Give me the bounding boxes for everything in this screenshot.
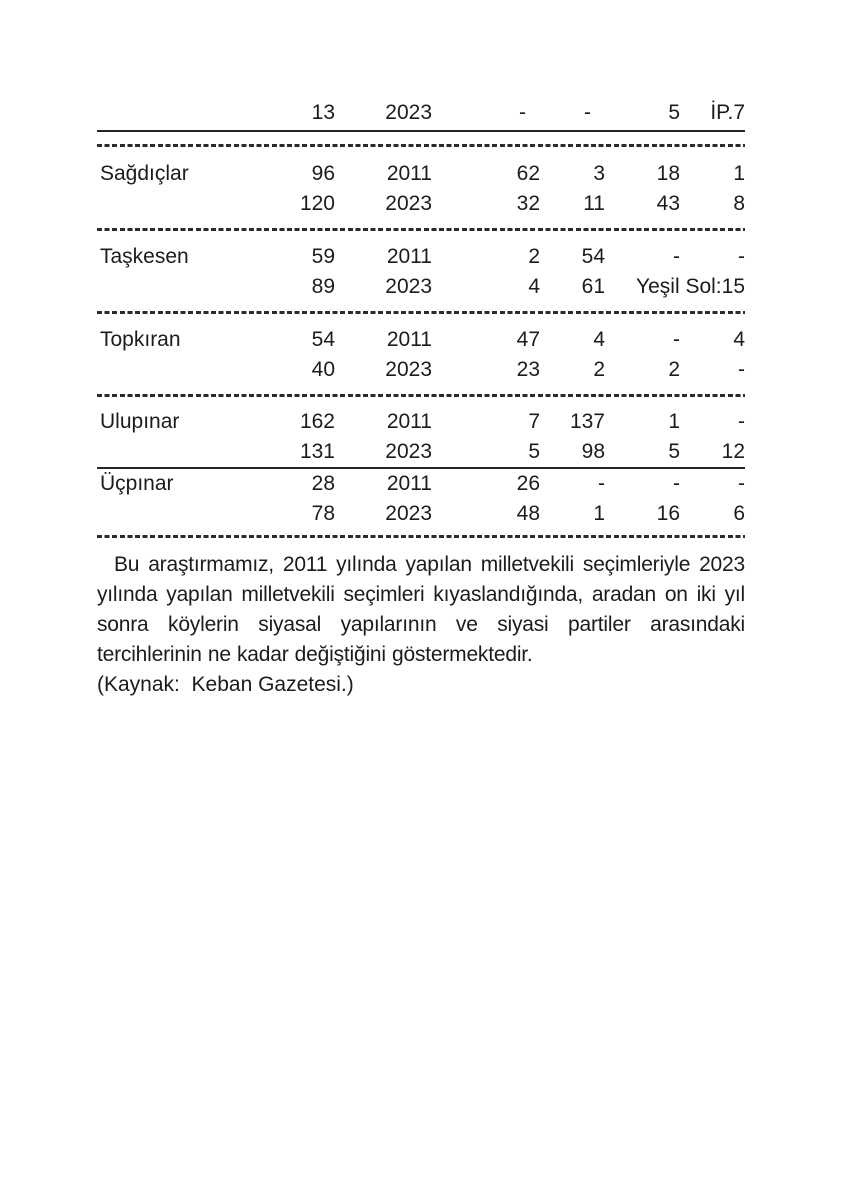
year-cell: 2023 <box>385 192 432 215</box>
table-rule-dashed <box>97 535 745 538</box>
party-votes-cell: 3 <box>593 162 605 185</box>
village-name-cell: Ulupınar <box>100 410 180 433</box>
vote-total-cell: 40 <box>311 358 335 381</box>
party-votes-cell: - <box>673 328 680 351</box>
table-row <box>97 355 745 385</box>
party-votes-cell: 5 <box>528 440 540 463</box>
party-votes-cell: 16 <box>656 502 680 525</box>
village-name-cell: Üçpınar <box>100 472 174 495</box>
village-name-cell: Sağdıçlar <box>100 162 189 185</box>
table-row <box>97 469 745 499</box>
year-cell: 2023 <box>385 502 432 525</box>
party-votes-cell: 5 <box>668 440 680 463</box>
party-votes-cell: - <box>738 245 745 268</box>
village-block <box>97 407 745 467</box>
year-cell: 2011 <box>386 162 432 185</box>
party-votes-cell: 137 <box>569 410 605 433</box>
party-votes-cell: 11 <box>583 192 605 215</box>
party-votes-cell: 1 <box>733 162 745 185</box>
year-cell: 2023 <box>385 440 432 463</box>
note-paragraph: Bu araştırmamız, 2011 yılında yapılan milletvekili seçimleriyle 2023 yılında yapılan milletvekili seçimleri kıyaslandığında, aradan on iki yıl sonra köylerin siyasal yapılarının ve siyasi partiler arasındaki tercihlerinin ne kadar değiştiğini göstermektedir. <box>97 553 745 666</box>
party-votes-cell: 4 <box>733 328 745 351</box>
vote-total-cell: 96 <box>311 162 335 185</box>
table-row <box>97 499 745 529</box>
table-row <box>97 437 745 467</box>
party-votes-cell: 2 <box>593 358 605 381</box>
village-block <box>97 159 745 219</box>
table-rule-dashed <box>97 144 745 147</box>
village-block <box>97 325 745 385</box>
year-cell: 2011 <box>386 410 432 433</box>
party-votes-cell: 48 <box>516 502 540 525</box>
village-name-cell: Topkıran <box>100 328 181 351</box>
party-votes-cell: - <box>673 472 680 495</box>
vote-total-cell: 28 <box>311 472 335 495</box>
vote-total-cell: 89 <box>311 275 335 298</box>
party-votes-cell: 2 <box>528 245 540 268</box>
party-votes-cell: 47 <box>516 328 540 351</box>
party-votes-cell: 61 <box>581 275 605 298</box>
table-rule-dashed <box>97 311 745 314</box>
party-votes-cell: 1 <box>593 502 605 525</box>
table-row <box>97 98 745 128</box>
vote-total-cell: 131 <box>299 440 335 463</box>
year-cell: 2023 <box>385 275 432 298</box>
party-votes-cell: 26 <box>516 472 540 495</box>
vote-total-cell: 59 <box>311 245 335 268</box>
party-votes-cell: - <box>738 472 745 495</box>
party-votes-merged-cell: Yeşil Sol:15 <box>636 275 745 298</box>
village-name-cell: Taşkesen <box>100 245 189 268</box>
party-votes-cell: İP.7 <box>710 101 745 124</box>
village-block <box>97 469 745 529</box>
year-cell: 2011 <box>386 472 432 495</box>
year-cell: 2023 <box>385 358 432 381</box>
party-votes-cell: 98 <box>581 440 605 463</box>
table-row <box>97 189 745 219</box>
village-block <box>97 242 745 302</box>
table-row <box>97 272 745 302</box>
party-votes-cell: - <box>584 101 591 124</box>
party-votes-cell: - <box>519 101 526 124</box>
year-cell: 2011 <box>386 328 432 351</box>
party-votes-cell: 2 <box>668 358 680 381</box>
party-votes-cell: 4 <box>528 275 540 298</box>
party-votes-cell: 1 <box>668 410 680 433</box>
table-row <box>97 325 745 355</box>
document-content <box>97 98 745 700</box>
table-rule-dashed <box>97 394 745 397</box>
year-cell: 2023 <box>385 101 432 124</box>
vote-total-cell: 78 <box>311 502 335 525</box>
party-votes-cell: 5 <box>668 101 680 124</box>
party-votes-cell: - <box>738 358 745 381</box>
vote-total-cell: 13 <box>311 101 335 124</box>
party-votes-cell: 23 <box>516 358 540 381</box>
table-row <box>97 159 745 189</box>
party-votes-cell: 4 <box>593 328 605 351</box>
party-votes-cell: 7 <box>528 410 540 433</box>
party-votes-cell: 32 <box>516 192 540 215</box>
party-votes-cell: 6 <box>733 502 745 525</box>
party-votes-cell: 62 <box>516 162 540 185</box>
year-cell: 2011 <box>386 245 432 268</box>
party-votes-cell: - <box>673 245 680 268</box>
party-votes-cell: 54 <box>581 245 605 268</box>
table-row <box>97 407 745 437</box>
table-rule-dashed <box>97 228 745 231</box>
vote-total-cell: 120 <box>299 192 335 215</box>
party-votes-cell: 43 <box>656 192 680 215</box>
vote-total-cell: 162 <box>299 410 335 433</box>
table-rule-solid <box>97 130 745 132</box>
party-votes-cell: - <box>598 472 605 495</box>
source-line: (Kaynak: Keban Gazetesi.) <box>97 673 354 696</box>
party-votes-cell: 18 <box>656 162 680 185</box>
vote-total-cell: 54 <box>311 328 335 351</box>
party-votes-cell: 12 <box>721 440 745 463</box>
party-votes-cell: - <box>738 410 745 433</box>
party-votes-cell: 8 <box>733 192 745 215</box>
table-row <box>97 242 745 272</box>
